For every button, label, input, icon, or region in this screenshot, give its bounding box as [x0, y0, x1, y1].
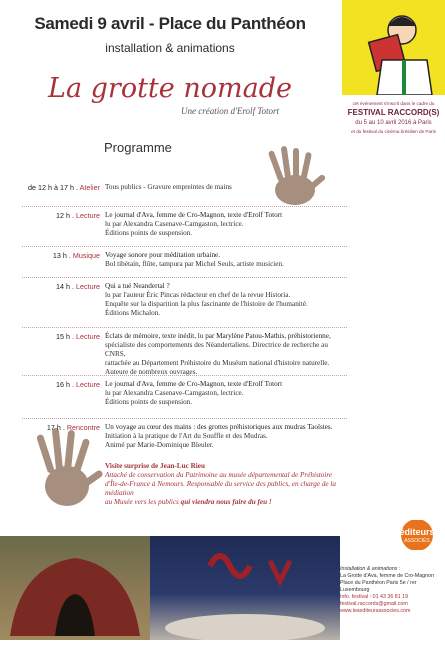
divider [22, 277, 347, 278]
event-date-place: Samedi 9 avril - Place du Panthéon [34, 14, 306, 33]
festival-extra: et du festival du cinéma brésilien de Paris [351, 129, 436, 134]
schedule-details [105, 282, 350, 318]
surprise-highlight: qui viendra nous faire du feu ! [180, 498, 272, 506]
schedule-line: Enquête sur la disparition la plus fascinante de l'histoire de l'humanité. [105, 300, 308, 308]
footer-info [340, 566, 445, 615]
event-credit: Une création d'Erolf Totort [180, 106, 279, 116]
reader-illustration-icon [342, 0, 445, 95]
schedule-line: Éclats de mémoire, texte inédit, lu par Marylène Patou-Mathis, préhistorienne, [105, 332, 331, 340]
schedule-hour: 13 h . [52, 251, 71, 260]
schedule-kind: Lecture [76, 211, 100, 220]
footer-line: Installation & animations : [340, 566, 401, 572]
schedule-line: Animé par Marie-Dominique Bleuler. [105, 441, 214, 449]
tent-photo [0, 536, 150, 640]
footer-line: Place du Panthéon Paris 5e / rer Luxembourg [340, 580, 417, 593]
schedule-kind: Atelier [79, 183, 100, 192]
surprise-section [105, 462, 350, 507]
divider [22, 246, 347, 247]
schedule-details [105, 251, 350, 269]
schedule-line: Éditions points de suspension. [105, 398, 193, 406]
event-subtitle: installation & animations [105, 41, 235, 55]
logo-text-top: éditeurs [399, 527, 435, 537]
schedule-time [0, 183, 100, 192]
schedule-hour: 15 h . [56, 332, 75, 341]
schedule-line: Qui a tué Neandertal ? [105, 282, 170, 290]
schedule-line: lu par l'auteur Éric Pincas rédacteur en chef de la revue Historia. [105, 291, 291, 299]
schedule-hour: 16 h . [56, 380, 75, 389]
schedule-line: Éditions points de suspension. [105, 229, 193, 237]
footer-email[interactable]: festival.raccords@gmail.com [340, 601, 408, 607]
schedule-line: Bol tibétain, flûte, tampura par Michel Seuls, artiste musicien. [105, 260, 284, 268]
festival-dates: du 5 au 10 avril 2016 à Paris [355, 120, 432, 126]
programme-heading: Programme [104, 140, 172, 155]
schedule-time [0, 380, 100, 389]
surprise-line: d'Île-de-France à Nemours. Responsable du service des publics, en charge de la médiation [105, 480, 337, 497]
schedule-hour: 12 h . [56, 211, 75, 220]
schedule-hour: 17 h . [46, 423, 65, 432]
schedule-line: Un voyage au cœur des mains : des grottes préhistoriques aux mudras Taoïstes. [105, 423, 333, 431]
schedule-line: lu par Alexandra Casenave-Camgaston, lectrice. [105, 220, 244, 228]
logo-text-bottom: ASSOCIÉS [404, 538, 430, 544]
schedule-line: Éditions Michalon. [105, 309, 161, 317]
schedule-time [0, 282, 100, 291]
schedule-kind: Rencontre [66, 423, 100, 432]
schedule-line: Tous publics - Gravure empreintes de mains [105, 183, 232, 191]
handprint-icon [22, 420, 112, 515]
festival-illustration [342, 0, 445, 95]
divider [22, 418, 347, 419]
schedule-line: rattachée au Département Préhistoire du Muséum national d'histoire naturelle. [105, 359, 330, 367]
festival-name: FESTIVAL RACCORD(S) [347, 108, 440, 117]
surprise-title: Visite surprise de Jean-Luc Rieu [105, 462, 205, 470]
event-title: La grotte nomade [48, 73, 292, 104]
schedule-line: Le journal d'Ava, femme de Cro-Magnon, texte d'Erolf Totort [105, 380, 283, 388]
schedule-kind: Lecture [76, 282, 100, 291]
schedule-time [0, 211, 100, 220]
divider [22, 206, 347, 207]
footer-phone: Info. festival : 01 43 36 81 19 [340, 594, 409, 600]
schedule-line: lu par Alexandra Casenave-Camgaston, lectrice. [105, 389, 244, 397]
surprise-line: au Musée vers les publics [105, 498, 179, 506]
schedule-hour: de 12 h à 17 h . [28, 183, 79, 192]
schedule-details [105, 183, 350, 192]
schedule-details [105, 380, 350, 407]
schedule-line: Le journal d'Ava, femme de Cro-Magnon, texte d'Erolf Totort [105, 211, 283, 219]
schedule-time [0, 423, 100, 432]
schedule-line: Voyage sonore pour méditation urbaine. [105, 251, 221, 259]
schedule-hour: 14 h . [56, 282, 75, 291]
interior-photo [150, 536, 340, 640]
handprint-icon [255, 142, 335, 212]
schedule-time [0, 332, 100, 341]
schedule-details [105, 423, 350, 450]
schedule-time [0, 251, 100, 260]
festival-intro: cet événement s'inscrit dans le cadre du [352, 101, 435, 106]
divider [22, 327, 347, 328]
footer-line: La Grotte d'Ava, femme de Cro-Magnon [340, 573, 434, 579]
tent-illustration [0, 536, 150, 640]
schedule-kind: Musique [72, 251, 100, 260]
schedule-details [105, 332, 350, 377]
schedule-details [105, 211, 350, 238]
surprise-line: Attaché de conservation du Patrimoine au musée départemental de Préhistoire [105, 471, 333, 479]
schedule-kind: Lecture [76, 380, 100, 389]
interior-illustration [150, 536, 340, 640]
divider [22, 375, 347, 376]
schedule-line: Initiation à la pratique de l'Art du Souffle et des Mudras. [105, 432, 268, 440]
schedule-kind: Lecture [76, 332, 100, 341]
footer-website[interactable]: www.lesediteursassocies.com [340, 608, 411, 614]
schedule-line: Auteure de nombreux ouvrages. [105, 368, 198, 376]
schedule-line: spécialiste des comportements des Néandertaliens. Directrice de recherche au CNRS, [105, 341, 328, 358]
